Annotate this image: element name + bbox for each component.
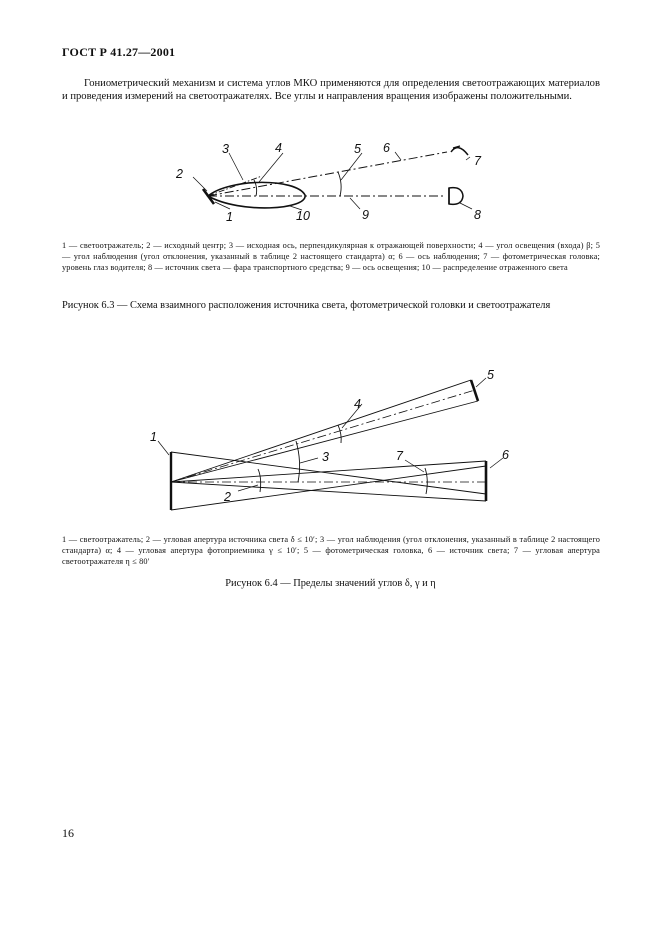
fig3-leader-2	[193, 177, 207, 191]
fig3-retroreflector	[203, 189, 214, 204]
fig4-label-6: 6	[502, 448, 509, 462]
fig4-leader-5	[476, 378, 486, 387]
fig4-angle-2-arc	[258, 469, 261, 492]
fig3-leader-3	[229, 153, 243, 180]
fig3-leader-9	[350, 198, 360, 209]
figure-6-3-caption: Рисунок 6.3 — Схема взаимного расположения источника света, фотометрической головки и светоотражателя	[62, 300, 551, 311]
fig3-leader-10	[290, 206, 302, 210]
figure-6-4-caption: Рисунок 6.4 — Пределы значений углов δ, γ и η	[225, 578, 436, 589]
fig3-leader-8	[460, 203, 472, 209]
fig3-label-7: 7	[474, 154, 481, 168]
standard-header: ГОСТ Р 41.27—2001	[62, 45, 176, 59]
fig3-label-8: 8	[474, 208, 481, 222]
fig4-observation-axis	[171, 390, 475, 482]
fig3-angle-5-arc	[338, 172, 341, 196]
fig3-label-6: 6	[383, 141, 390, 155]
fig3-leader-4	[259, 153, 283, 182]
fig3-label-2: 2	[176, 167, 183, 181]
fig3-label-5: 5	[354, 142, 361, 156]
fig4-head-cone-upper	[171, 380, 471, 482]
fig4-leader-1	[158, 441, 169, 455]
fig4-angle-4-arc	[338, 425, 341, 443]
fig4-source-cone-upper	[171, 461, 486, 482]
fig4-label-5: 5	[487, 368, 494, 382]
fig3-photometric-head-detail	[453, 146, 460, 148]
fig4-leader-3	[300, 458, 318, 463]
fig4-label-3: 3	[322, 450, 329, 464]
fig4-label-7: 7	[396, 449, 403, 463]
fig3-light-source	[449, 188, 463, 205]
fig3-leader-5	[341, 153, 362, 180]
fig3-observation-axis	[208, 152, 447, 196]
fig4-label-1: 1	[150, 430, 157, 444]
fig3-photometric-head	[451, 148, 468, 155]
intro-paragraph: Гониометрический механизм и система углов МКО применяются для определения светоотражающих материалов и проведения измерений на светоотражателях. Все углы и направления вращения изображены положительными.	[62, 78, 600, 102]
fig4-head-cone-lower	[171, 401, 478, 482]
fig3-label-3: 3	[222, 142, 229, 156]
fig3-light-lobe	[208, 182, 305, 208]
page-number: 16	[62, 826, 74, 840]
figure-6-4-legend: 1 — светоотражатель; 2 — угловая апертура источника света δ ≤ 10′; 3 — угол наблюдения (угол отклонения, указанный в таблице 2 настоящего стандарта) α; 4 — угловая апертура фотоприемника γ ≤ 10′; 5 — фотометрическая головка, 6 — источник света; 7 — угловая апертура светоотражателя η ≤ 80′	[62, 535, 600, 567]
fig4-photometric-head	[471, 380, 478, 401]
fig4-angle-7-arc	[425, 468, 427, 494]
fig4-angle-3-arc	[296, 441, 300, 482]
fig3-reference-axis	[208, 176, 262, 196]
fig3-angle-4-arc	[254, 180, 257, 196]
fig3-leader-7	[466, 157, 470, 160]
figure-6-3-legend: 1 — светоотражатель; 2 — исходный центр; 3 — исходная ось, перпендикулярная к отражающей поверхности; 4 — угол освещения (входа) β; 5 — угол наблюдения (угол отклонения, указанный в таблице 2 настоящего стандарта) α; 6 — ось наблюдения; 7 — фотометрическая головка; уровень глаз водителя; 8 — источник света — фара транспортного средства; 9 — ось освещения; 10 — распределение отраженного света	[62, 241, 600, 273]
fig4-leader-2	[238, 485, 258, 491]
fig4-leader-6	[490, 458, 503, 468]
fig4-label-4: 4	[354, 397, 361, 411]
fig4-label-2: 2	[224, 490, 231, 504]
fig3-label-10: 10	[296, 209, 310, 223]
fig4-leader-4	[342, 404, 362, 428]
fig3-leader-1	[215, 202, 230, 209]
fig3-leader-6	[395, 152, 401, 160]
fig3-label-9: 9	[362, 208, 369, 222]
fig3-label-4: 4	[275, 141, 282, 155]
fig4-leader-7	[405, 460, 424, 472]
fig3-label-1: 1	[226, 210, 233, 224]
fig4-reflector-beam-lower	[171, 466, 486, 510]
fig4-reflector-beam-upper	[171, 452, 486, 494]
fig4-source-cone-lower	[171, 482, 486, 501]
